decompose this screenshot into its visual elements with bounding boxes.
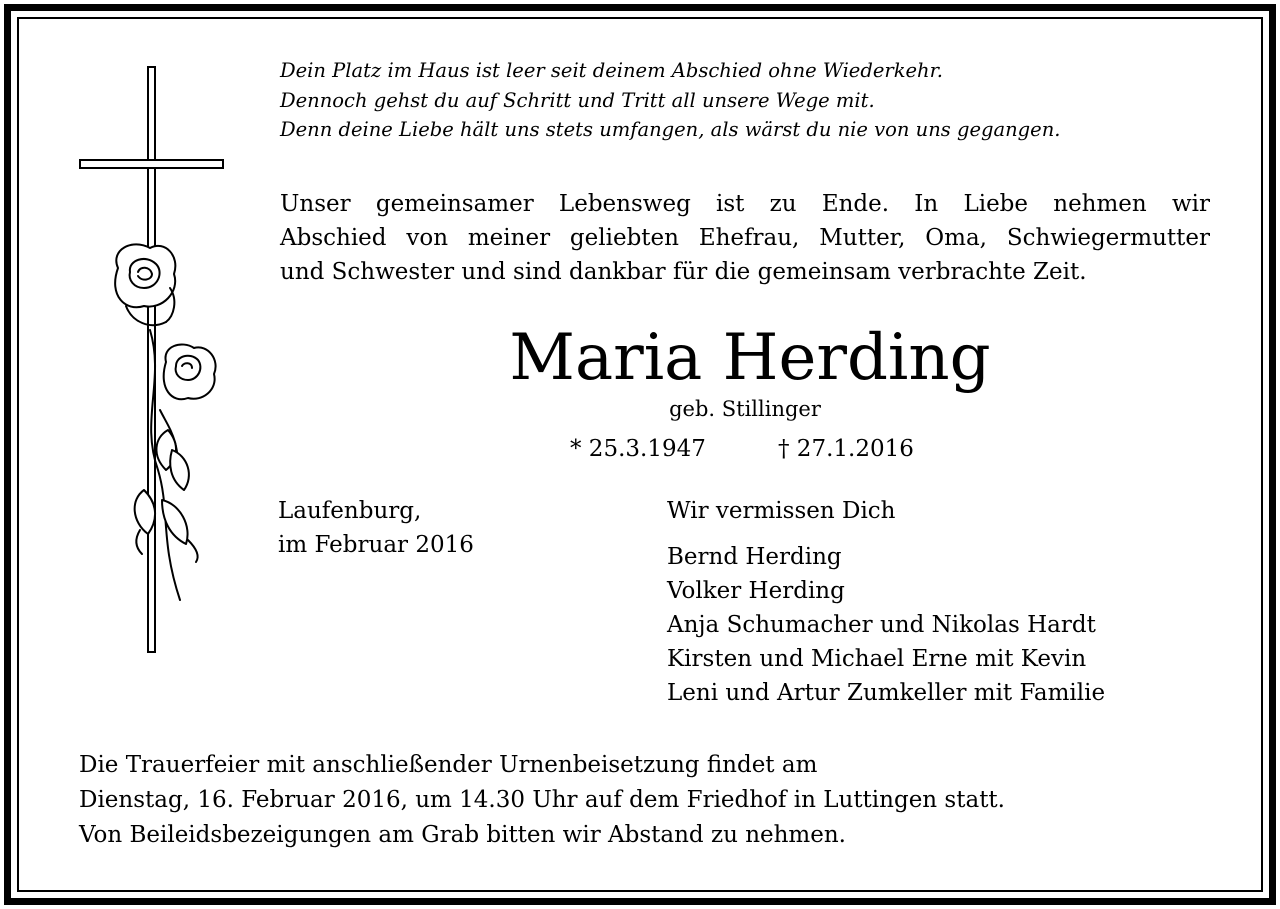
funeral-line: Von Beileidsbezeigungen am Grab bitten wir Abstand zu nehmen. — [79, 822, 846, 848]
death-date: † 27.1.2016 — [778, 436, 914, 462]
mourner-name: Leni und Artur Zumkeller mit Familie — [667, 680, 1106, 706]
funeral-line: Dienstag, 16. Februar 2016, um 14.30 Uhr auf dem Friedhof in Luttingen statt. — [79, 787, 1005, 813]
poem — [280, 56, 1210, 145]
intro-line: Unser gemeinsamer Lebensweg ist zu Ende. In Liebe nehmen wir — [280, 191, 1210, 217]
place-line: Laufenburg, — [278, 498, 422, 524]
mourner-name: Volker Herding — [667, 578, 845, 604]
intro-text — [280, 187, 1210, 289]
deceased-name: Maria Herding — [509, 321, 991, 395]
poem-line: Dennoch gehst du auf Schritt und Tritt all unsere Wege mit. — [280, 88, 875, 112]
date-line: im Februar 2016 — [278, 532, 474, 558]
mourner-name: Bernd Herding — [667, 544, 842, 570]
mourner-name: Kirsten und Michael Erne mit Kevin — [667, 646, 1087, 672]
intro-line: Abschied von meiner geliebten Ehefrau, Mutter, Oma, Schwiegermutter — [280, 225, 1210, 251]
funeral-notice — [79, 748, 1005, 853]
birth-date: * 25.3.1947 — [570, 436, 706, 462]
place-and-date — [278, 494, 474, 562]
mourners-heading: Wir vermissen Dich — [667, 498, 896, 524]
intro-line: und Schwester und sind dankbar für die gemeinsam verbrachte Zeit. — [280, 259, 1087, 285]
poem-line: Denn deine Liebe hält uns stets umfangen, als wärst du nie von uns gegangen. — [280, 118, 1061, 141]
mourners — [667, 494, 1105, 710]
maiden-name: geb. Stillinger — [669, 397, 821, 421]
funeral-line: Die Trauerfeier mit anschließender Urnenbeisetzung findet am — [79, 752, 818, 778]
mourner-name: Anja Schumacher und Nikolas Hardt — [667, 612, 1096, 638]
cross-with-roses-icon — [70, 60, 240, 660]
poem-line: Dein Platz im Haus ist leer seit deinem Abschied ohne Wiederkehr. — [280, 59, 943, 82]
